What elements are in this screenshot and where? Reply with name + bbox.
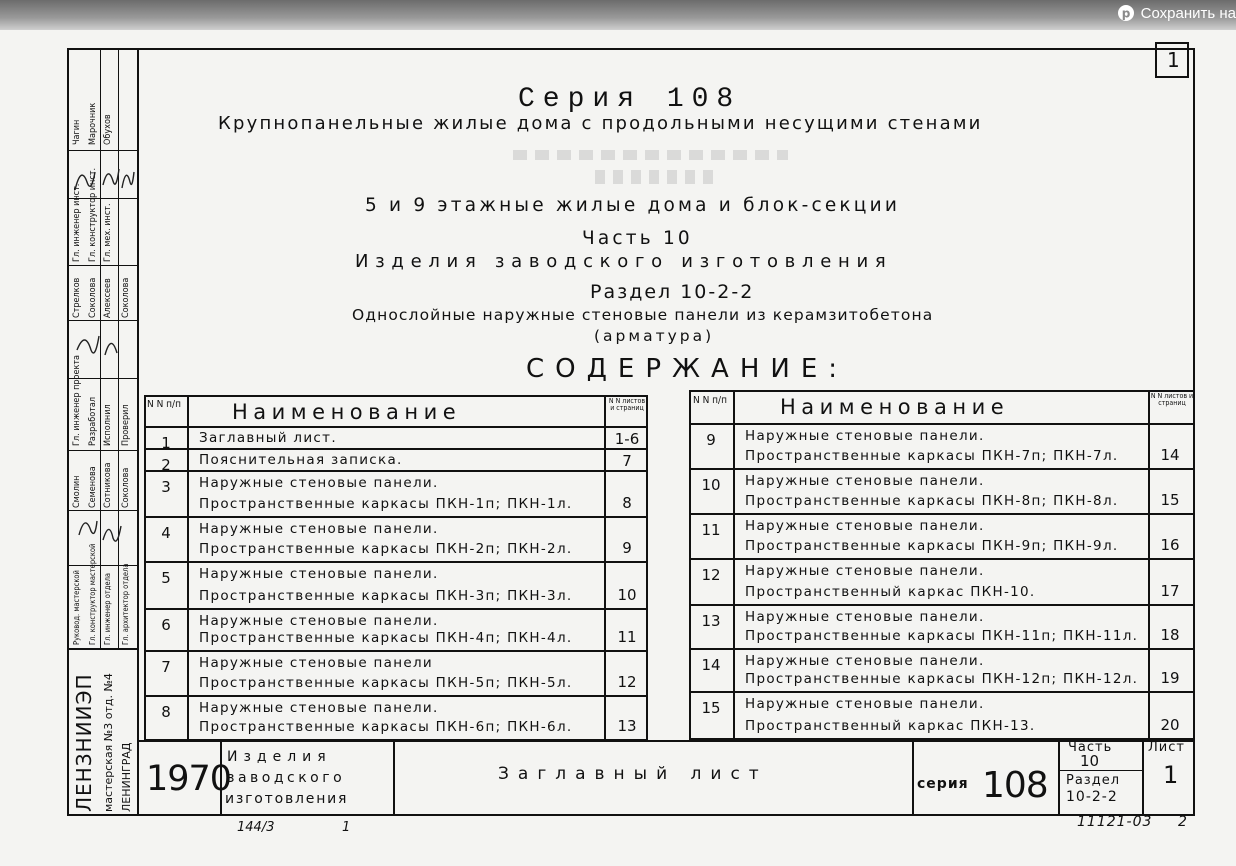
row-title: Наружные стеновые панели. bbox=[199, 566, 439, 582]
row-title: Наружные стеновые панели. bbox=[199, 700, 439, 716]
svg-text:p: p bbox=[1121, 6, 1130, 21]
stamp-series-word: серия bbox=[917, 776, 969, 792]
row-page: 18 bbox=[1160, 626, 1180, 644]
row-page: 9 bbox=[622, 539, 632, 557]
row-title: Наружные стеновые панели. bbox=[745, 518, 985, 534]
row-page: 16 bbox=[1160, 536, 1180, 554]
row-subtitle: Пространственные каркасы ПКН-6п; ПКН-6л. bbox=[199, 719, 573, 735]
row-subtitle: Пространственные каркасы ПКН-8п; ПКН-8л. bbox=[745, 493, 1119, 509]
row-subtitle: Пространственный каркас ПКН-13. bbox=[745, 718, 1036, 734]
row-subtitle: Пространственные каркасы ПКН-9п; ПКН-9л. bbox=[745, 538, 1119, 554]
title-products: Изделия заводского изготовления bbox=[355, 251, 893, 272]
table-row bbox=[689, 515, 1195, 560]
row-title: Наружные стеновые панели. bbox=[199, 475, 439, 491]
row-number: 2 bbox=[161, 456, 171, 474]
table-row bbox=[144, 428, 648, 450]
row-title: Наружные стеновые панели. bbox=[745, 653, 985, 669]
sidebar-role: Гл. архитектор отдела bbox=[121, 563, 130, 645]
title-subtitle: Крупнопанельные жилые дома с продольными несущими стенами bbox=[218, 113, 983, 134]
col-header-name: Наименование bbox=[780, 395, 1010, 419]
title-section: Раздел 10-2-2 bbox=[590, 281, 755, 303]
row-subtitle: Пространственные каркасы ПКН-2п; ПКН-2л. bbox=[199, 541, 573, 557]
signatures bbox=[67, 150, 139, 650]
stamp-series-no: 108 bbox=[982, 765, 1048, 806]
table-row bbox=[144, 652, 648, 697]
row-title: Наружные стеновые панели. bbox=[745, 609, 985, 625]
row-title: Наружные стеновые панели. bbox=[745, 563, 985, 579]
row-number: 14 bbox=[701, 656, 721, 674]
row-page: 19 bbox=[1160, 669, 1180, 687]
sidebar-role: Гл. конструктор мастерской bbox=[88, 543, 97, 645]
footer-right-2: 2 bbox=[1178, 814, 1187, 830]
sidebar-role: Гл. инженер инст. bbox=[72, 183, 82, 262]
sidebar-name: Сотникова bbox=[103, 462, 113, 508]
row-page: 20 bbox=[1160, 716, 1180, 734]
footer-right: 11121-03 bbox=[1077, 814, 1153, 830]
footer-left: 144/3 bbox=[237, 820, 275, 835]
table-row bbox=[689, 560, 1195, 606]
row-subtitle: Пространственные каркасы ПКН-3п; ПКН-3л. bbox=[199, 588, 573, 604]
sidebar-name: Стрелков bbox=[72, 277, 82, 318]
corner-number: 1 bbox=[1167, 48, 1180, 72]
row-title: Наружные стеновые панели. bbox=[745, 428, 985, 444]
sidebar-name: Смолин bbox=[72, 475, 82, 508]
row-page: 14 bbox=[1160, 446, 1180, 464]
title-reinforcement: (арматура) bbox=[594, 327, 715, 345]
row-page: 10 bbox=[617, 586, 637, 604]
row-title: Пояснительная записка. bbox=[199, 452, 403, 468]
row-subtitle: Пространственные каркасы ПКН-4п; ПКН-4л. bbox=[199, 630, 573, 646]
row-subtitle: Пространственные каркасы ПКН-12п; ПКН-12л. bbox=[745, 671, 1139, 687]
table-row bbox=[144, 450, 648, 472]
stamp-year: 1970 bbox=[146, 759, 232, 799]
row-number: 4 bbox=[161, 524, 171, 542]
org-workshop: мастерская №3 отд. №4 bbox=[102, 673, 115, 812]
stamp-section-no: 10-2-2 bbox=[1066, 789, 1118, 805]
row-subtitle: Пространственные каркасы ПКН-11п; ПКН-11л. bbox=[745, 628, 1139, 644]
row-number: 1 bbox=[161, 434, 171, 452]
faded-line bbox=[513, 150, 788, 160]
col-header-num: N N п/п bbox=[147, 399, 181, 410]
stamp-products-l1: Изделия bbox=[227, 749, 332, 765]
row-title: Наружные стеновые панели bbox=[199, 655, 433, 671]
stamp-sheet-no: 1 bbox=[1163, 761, 1179, 789]
title-part: Часть 10 bbox=[582, 228, 693, 249]
row-subtitle: Пространственные каркасы ПКН-5п; ПКН-5л. bbox=[199, 675, 573, 691]
row-title: Наружные стеновые панели. bbox=[745, 696, 985, 712]
table-row bbox=[689, 606, 1195, 650]
row-number: 8 bbox=[161, 703, 171, 721]
title-panels: Однослойные наружные стеновые панели из керамзитобетона bbox=[352, 306, 934, 324]
col-header-pages: N N листов и страниц bbox=[608, 397, 646, 412]
row-page: 12 bbox=[617, 673, 637, 691]
title-series: Серия 108 bbox=[518, 84, 742, 115]
row-page: 17 bbox=[1160, 582, 1180, 600]
row-title: Наружные стеновые панели. bbox=[745, 473, 985, 489]
sidebar-name: Семенова bbox=[88, 466, 98, 508]
sidebar-role: Разработал bbox=[88, 396, 98, 446]
col-header-pages: N N листов и страниц bbox=[1150, 392, 1194, 407]
row-number: 5 bbox=[161, 569, 171, 587]
sidebar-name: Соколова bbox=[121, 277, 131, 318]
row-page: 8 bbox=[622, 494, 632, 512]
stamp-sheet-title: Заглавный лист bbox=[498, 764, 768, 784]
org-name: ЛЕНЗНИИЭП bbox=[72, 673, 96, 812]
contents-heading: СОДЕРЖАНИЕ: bbox=[526, 354, 849, 384]
sidebar-role: Гл. инженер отдела bbox=[103, 572, 112, 645]
stamp-products-l2: заводского bbox=[227, 770, 346, 786]
title-building: 5 и 9 этажные жилые дома и блок-секции bbox=[365, 195, 901, 216]
row-number: 15 bbox=[701, 699, 721, 717]
row-number: 13 bbox=[701, 612, 721, 630]
row-title: Наружные стеновые панели. bbox=[199, 613, 439, 629]
footer-mid: 1 bbox=[342, 820, 351, 835]
browser-top-bar bbox=[0, 0, 1236, 30]
pinterest-icon bbox=[1117, 4, 1135, 22]
col-header-num: N N п/п bbox=[693, 395, 727, 406]
sidebar-role: Гл. мех. инст. bbox=[103, 203, 113, 262]
row-page: 13 bbox=[617, 717, 637, 735]
save-button-label: Сохранить на bbox=[1140, 4, 1236, 22]
col-header-name: Наименование bbox=[232, 400, 462, 424]
row-number: 9 bbox=[706, 431, 716, 449]
save-button[interactable] bbox=[1117, 4, 1236, 22]
sidebar-name: Соколова bbox=[121, 467, 131, 508]
sidebar-role: Гл. инженер проекта bbox=[72, 354, 82, 446]
sidebar-role: Гл. конструктор инст. bbox=[88, 167, 98, 262]
table-row bbox=[689, 650, 1195, 693]
row-page: 7 bbox=[622, 452, 632, 470]
table-row bbox=[144, 697, 648, 741]
table-row bbox=[144, 610, 648, 652]
stamp-sheet-label: Лист bbox=[1148, 740, 1185, 755]
row-number: 11 bbox=[701, 521, 721, 539]
row-page: 11 bbox=[617, 628, 637, 646]
sidebar-name: Чагин bbox=[72, 119, 82, 145]
stamp-products-l3: изготовления bbox=[225, 791, 349, 807]
row-number: 6 bbox=[161, 616, 171, 634]
stamp-part-no: 10 bbox=[1080, 752, 1100, 770]
org-city: ЛЕНИНГРАД bbox=[120, 742, 133, 812]
stamp-section-label: Раздел bbox=[1066, 773, 1121, 788]
table-row bbox=[689, 425, 1195, 470]
table-row bbox=[689, 470, 1195, 515]
row-subtitle: Пространственные каркасы ПКН-1п; ПКН-1л. bbox=[199, 496, 573, 512]
row-number: 12 bbox=[701, 566, 721, 584]
row-subtitle: Пространственные каркасы ПКН-7п; ПКН-7л. bbox=[745, 448, 1119, 464]
sidebar-name: Соколова bbox=[88, 277, 98, 318]
sidebar-role: Проверил bbox=[121, 404, 131, 446]
row-number: 3 bbox=[161, 478, 171, 496]
row-number: 10 bbox=[701, 476, 721, 494]
sidebar-role: Исполнил bbox=[103, 404, 113, 446]
sidebar-role: Руковод. мастерской bbox=[72, 570, 81, 645]
row-title: Наружные стеновые панели. bbox=[199, 521, 439, 537]
sidebar-name: Алексеев bbox=[103, 278, 113, 318]
table-row bbox=[689, 693, 1195, 740]
sidebar-name: Обухов bbox=[103, 114, 113, 145]
table-row bbox=[144, 518, 648, 563]
table-row bbox=[144, 472, 648, 518]
stamp-part-label: Часть bbox=[1068, 740, 1113, 755]
table-row bbox=[144, 563, 648, 610]
sidebar-name: Марочник bbox=[88, 102, 98, 145]
row-page: 1-6 bbox=[614, 430, 640, 448]
faded-line bbox=[595, 170, 713, 184]
row-subtitle: Пространственный каркас ПКН-10. bbox=[745, 584, 1036, 600]
row-page: 15 bbox=[1160, 491, 1180, 509]
row-number: 7 bbox=[161, 658, 171, 676]
row-title: Заглавный лист. bbox=[199, 430, 337, 446]
